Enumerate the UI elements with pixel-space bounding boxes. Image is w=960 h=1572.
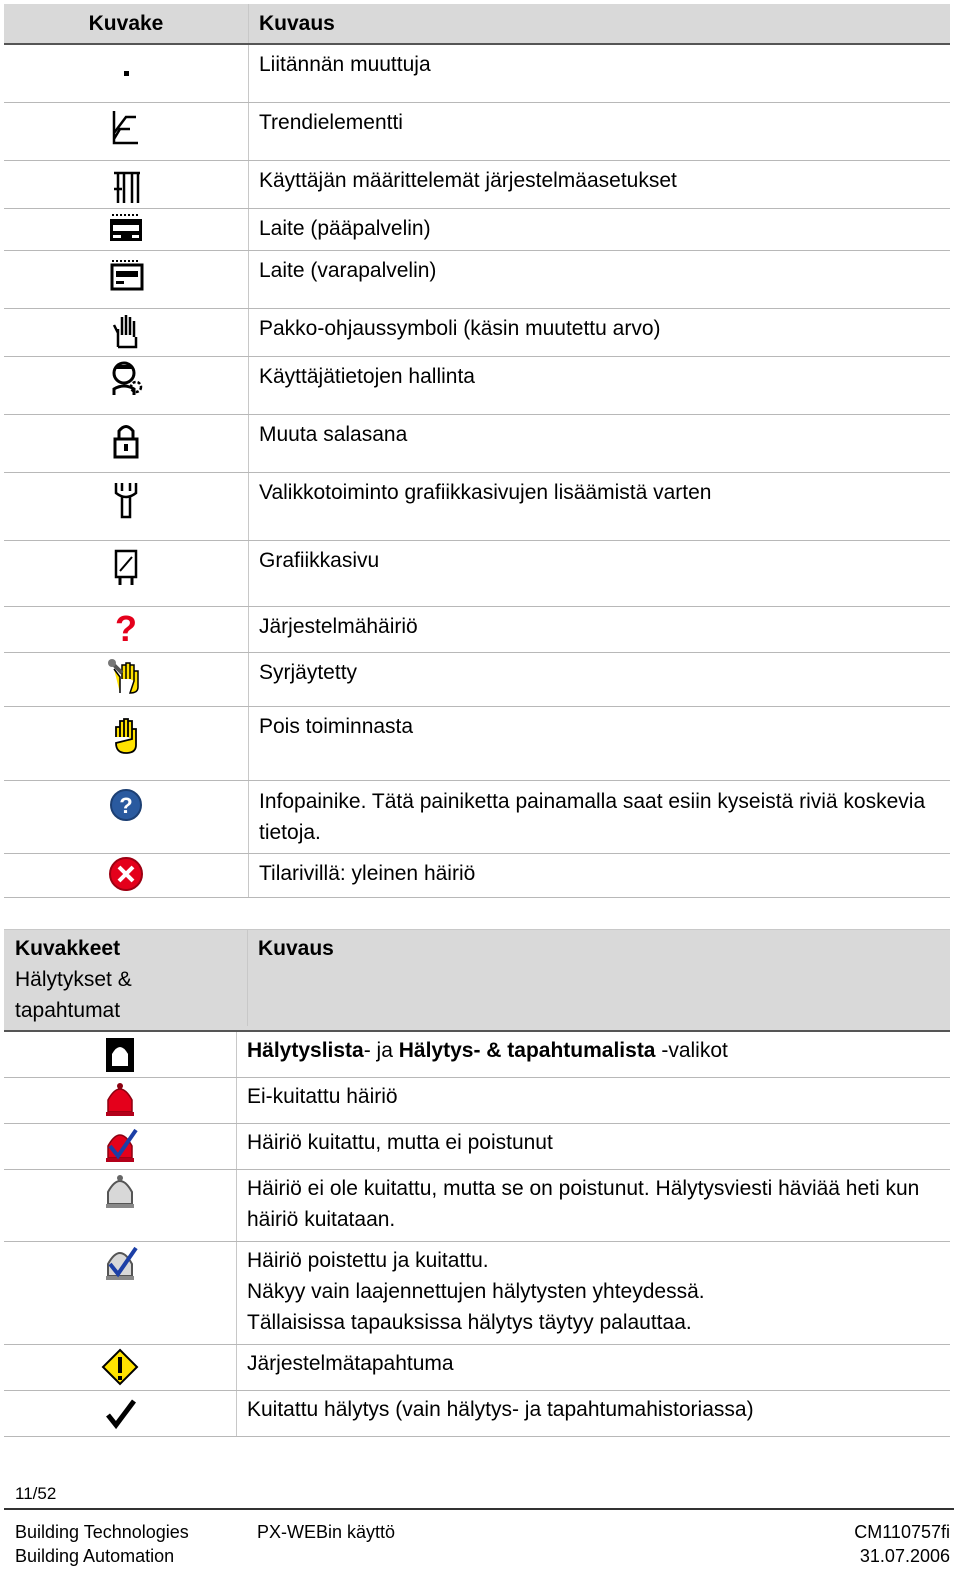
footer-company-2: Building Automation <box>15 1546 175 1566</box>
icon-cell <box>4 781 249 853</box>
bell-red-check-icon <box>100 1126 140 1166</box>
icon-cell <box>4 1124 237 1169</box>
icon-cell <box>4 1170 237 1241</box>
table-row <box>4 357 950 415</box>
bold-term: Hälytys- & tapahtumalista <box>398 1039 656 1062</box>
description-cell <box>237 1078 950 1123</box>
description-cell: Syrjäytetty <box>259 661 358 684</box>
footer-date: 31.07.2006 <box>859 1546 950 1566</box>
description-cell: Liitännän muuttuja <box>259 53 431 76</box>
icon-cell <box>4 607 249 652</box>
icon-cell <box>4 357 249 414</box>
description-cell: Trendielementti <box>259 111 403 134</box>
table-row <box>4 541 950 607</box>
description-cell <box>237 1170 950 1241</box>
svg-text:?: ? <box>119 793 133 818</box>
icon-table-header <box>4 4 950 45</box>
info-button-icon <box>106 785 146 825</box>
icon-cell <box>4 1345 237 1390</box>
description-cell: Käyttäjätietojen hallinta <box>259 365 475 388</box>
table-row <box>4 653 950 707</box>
alarm-icon-table <box>4 929 950 1437</box>
bell-grey-icon <box>100 1172 140 1212</box>
description-text: Kuitattu hälytys (vain hälytys- ja tapahtumahistoriassa) <box>247 1398 754 1421</box>
description-text: Ei-kuitattu häiriö <box>247 1085 398 1108</box>
bell-red-icon <box>100 1080 140 1120</box>
description-cell: Tilarivillä: yleinen häiriö <box>259 862 476 885</box>
table-row <box>4 707 950 781</box>
table-row <box>4 607 950 653</box>
description-text: Häiriö ei ole kuitattu, mutta se on poistunut. Hälytysviesti häviää heti kun häiriö kuitataan. <box>247 1177 920 1231</box>
table-row <box>4 854 950 898</box>
description-cell: Valikkotoiminto grafiikkasivujen lisäämistä varten <box>259 481 712 504</box>
tools-icon <box>106 167 146 207</box>
footer-company-1: Building Technologies <box>15 1522 189 1542</box>
description-cell <box>237 1391 950 1436</box>
header-icons-column <box>4 930 248 1026</box>
svg-text:?: ? <box>115 608 137 647</box>
bell-outline-icon <box>100 1034 140 1074</box>
bell-grey-check-icon <box>100 1244 140 1284</box>
icon-cell <box>4 541 249 606</box>
description-text: Järjestelmätapahtuma <box>247 1352 454 1375</box>
icon-table <box>4 4 950 898</box>
table-row <box>4 1032 950 1078</box>
icon-cell <box>4 45 249 102</box>
description-text: - ja <box>363 1039 399 1062</box>
table-row <box>4 103 950 161</box>
page-number: 11/52 <box>15 1484 57 1503</box>
header-icon-column: Kuvake <box>4 4 249 43</box>
icon-cell <box>4 1078 237 1123</box>
table-row <box>4 781 950 854</box>
description-cell: Laite (varapalvelin) <box>259 259 437 282</box>
footer-document-title: PX-WEBin käyttö <box>257 1522 396 1542</box>
hand-wrench-icon <box>106 657 146 697</box>
description-cell <box>237 1345 950 1390</box>
description-cell <box>237 1032 950 1077</box>
description-cell: Käyttäjän määrittelemät järjestelmäasetukset <box>259 169 677 192</box>
description-cell: Pakko-ohjaussymboli (käsin muutettu arvo) <box>259 317 661 340</box>
description-cell: Infopainike. Tätä painiketta painamalla saat esiin kyseistä riviä koskevia tietoja. <box>259 790 926 844</box>
device-primary-icon <box>106 209 146 249</box>
icon-cell <box>4 1032 237 1077</box>
question-red-icon <box>106 607 146 647</box>
header-description-column: Kuvaus <box>259 12 335 35</box>
icon-cell <box>4 309 249 356</box>
icon-cell <box>4 854 249 897</box>
error-circle-icon <box>106 854 146 894</box>
lock-icon <box>106 421 146 461</box>
icon-cell <box>4 251 249 308</box>
table-row <box>4 1391 950 1437</box>
table-row <box>4 1078 950 1124</box>
table-row <box>4 1170 950 1242</box>
hand-outline-icon <box>106 311 146 351</box>
device-backup-icon <box>106 255 146 295</box>
description-text: Häiriö poistettu ja kuitattu. Näkyy vain laajennettujen hälytysten yhteydessä. Tällaisissa tapauksissa hälytys täytyy palauttaa. <box>247 1249 705 1334</box>
description-text: Häiriö kuitattu, mutta ei poistunut <box>247 1131 553 1154</box>
description-cell: Järjestelmähäiriö <box>259 615 418 638</box>
checkmark-icon <box>100 1393 140 1433</box>
icon-cell <box>4 209 249 250</box>
table-row <box>4 161 950 209</box>
header-description-column: Kuvaus <box>258 937 334 960</box>
description-cell: Muuta salasana <box>259 423 408 446</box>
graphic-page-icon <box>106 547 146 587</box>
icon-cell <box>4 1242 237 1344</box>
table-row <box>4 45 950 103</box>
icon-cell <box>4 707 249 780</box>
icon-cell <box>4 653 249 706</box>
table-row <box>4 1124 950 1170</box>
icon-cell <box>4 473 249 540</box>
icon-cell <box>4 161 249 208</box>
header-icons-subtitle: Hälytykset & tapahtumat <box>15 968 132 1022</box>
description-cell: Grafiikkasivu <box>259 549 380 572</box>
footer-document-id: CM110757fi <box>854 1522 950 1542</box>
warning-diamond-icon <box>100 1347 140 1387</box>
description-cell <box>237 1124 950 1169</box>
table-row <box>4 251 950 309</box>
description-text: -valikot <box>655 1039 728 1062</box>
header-icons-title: Kuvakkeet <box>15 937 121 960</box>
icon-cell <box>4 415 249 472</box>
dot-icon <box>106 49 146 89</box>
description-cell <box>237 1242 950 1344</box>
table-row <box>4 309 950 357</box>
table-row <box>4 473 950 541</box>
wrench-icon <box>106 479 146 519</box>
bold-term: Hälytyslista <box>247 1039 364 1062</box>
table-row <box>4 209 950 251</box>
user-admin-icon <box>106 359 146 399</box>
table-row <box>4 1345 950 1391</box>
icon-cell <box>4 1391 237 1436</box>
hand-yellow-icon <box>106 715 146 755</box>
trend-icon <box>106 107 146 147</box>
alarm-table-header <box>4 930 950 1032</box>
footer-divider <box>4 1508 954 1510</box>
table-row <box>4 415 950 473</box>
description-cell: Pois toiminnasta <box>259 715 414 738</box>
description-cell: Laite (pääpalvelin) <box>259 217 431 240</box>
table-row <box>4 1242 950 1345</box>
icon-cell <box>4 103 249 160</box>
